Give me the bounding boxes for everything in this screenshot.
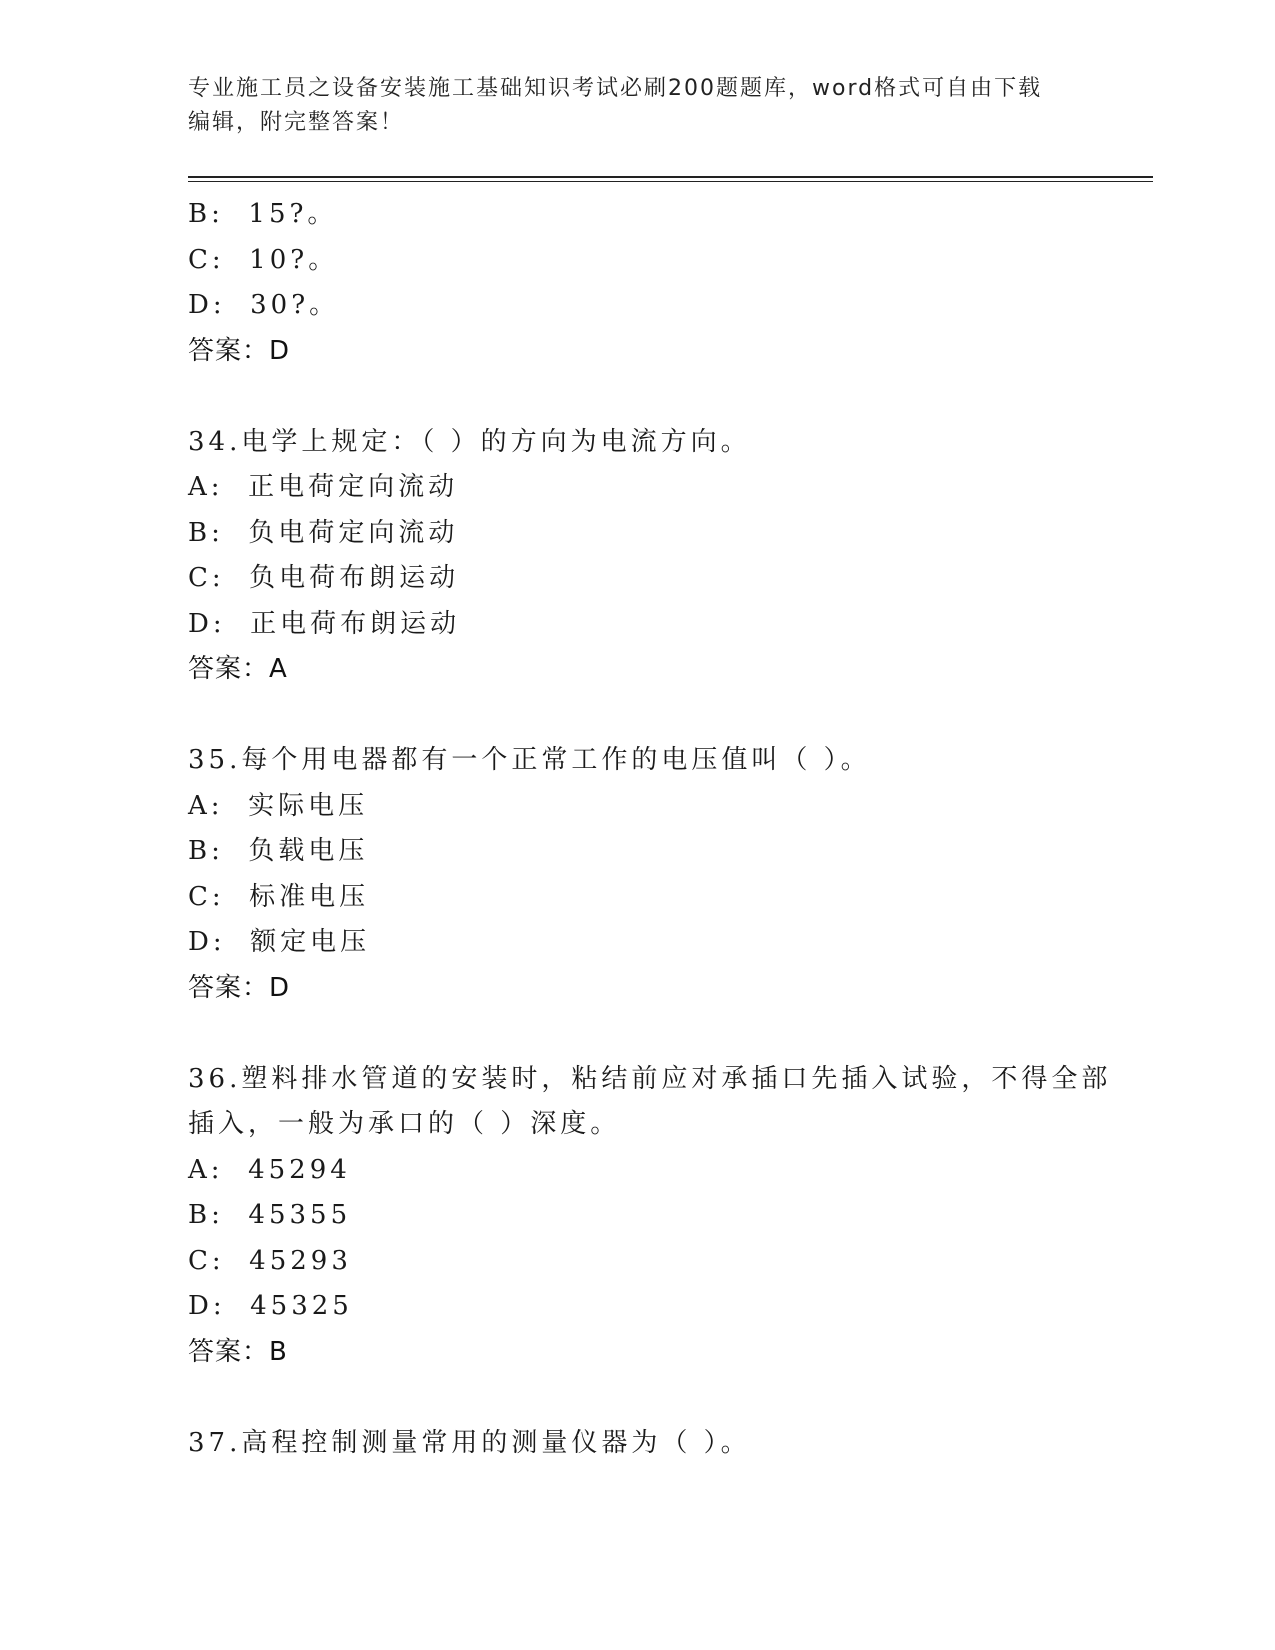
option-c: C: 标准电压: [188, 881, 370, 912]
answer-label: 答案：B: [188, 1336, 288, 1367]
option-a: A: 45294: [188, 1154, 351, 1185]
question-36: [188, 1057, 1128, 1376]
question-37: [188, 1421, 1128, 1467]
question-35: [188, 738, 1128, 1011]
question-33: [188, 192, 1128, 374]
question-stem-line-1: 36.塑料排水管道的安装时，粘结前应对承插口先插入试验，不得全部: [188, 1063, 1112, 1094]
option-d: D: 正电荷布朗运动: [188, 608, 461, 639]
option-b: B: 负载电压: [188, 836, 369, 866]
option-a: A: 正电荷定向流动: [188, 472, 459, 502]
option-b: B: 45355: [188, 1200, 352, 1230]
question-34: [188, 420, 1128, 693]
question-stem-line-2: 插入，一般为承口的（ ）深度。: [188, 1109, 621, 1139]
header-title-line-2: 编辑，附完整答案！: [188, 110, 405, 135]
header-title-line-1: 专业施工员之设备安装施工基础知识考试必刷200题题库，word格式可自由下载: [188, 76, 1043, 101]
spacer: [188, 1011, 1128, 1057]
answer-label: 答案：D: [188, 972, 291, 1003]
spacer: [188, 374, 1128, 420]
option-c: C: 负电荷布朗运动: [188, 563, 460, 593]
option-c: C: 45293: [188, 1245, 352, 1276]
question-stem: 37.高程控制测量常用的测量仪器为（ ）。: [188, 1427, 751, 1458]
header-divider-thin: [188, 181, 1153, 182]
spacer: [188, 693, 1128, 739]
document-header: [188, 72, 1068, 140]
answer-label: 答案：D: [188, 335, 291, 366]
spacer: [188, 1375, 1128, 1421]
option-d: D: 30?。: [188, 290, 340, 320]
answer-label: 答案：A: [188, 654, 288, 684]
question-list: [188, 192, 1128, 1466]
option-c: C: 10?。: [188, 244, 339, 275]
question-stem: 34.电学上规定：（ ）的方向为电流方向。: [188, 426, 751, 457]
option-a: A: 实际电压: [188, 790, 369, 821]
option-b: B: 负电荷定向流动: [188, 517, 459, 548]
header-divider-thick: [188, 176, 1153, 178]
option-d: D: 额定电压: [188, 927, 371, 957]
option-b: B: 15?。: [188, 199, 338, 229]
question-stem: 35.每个用电器都有一个正常工作的电压值叫（ ）。: [188, 745, 871, 775]
option-d: D: 45325: [188, 1291, 353, 1321]
